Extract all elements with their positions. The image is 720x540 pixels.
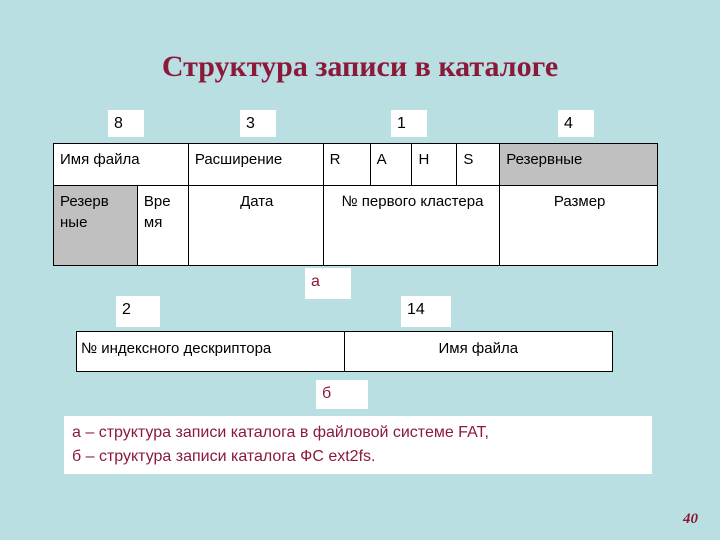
size-box-attr: 1 [391, 110, 427, 137]
field-ext2-filename: Имя файла [344, 332, 612, 372]
field-attr-r: R [323, 144, 370, 186]
size-box-name: 8 [108, 110, 144, 137]
figure-caption [64, 416, 652, 474]
size-box-inode: 2 [116, 296, 160, 327]
page-number: 40 [683, 511, 698, 527]
page-title: Структура записи в каталоге [161, 50, 559, 83]
field-filename: Имя файла [54, 144, 189, 186]
size-box-ext: 3 [240, 110, 276, 137]
caption-line-a: а – структура записи каталога в файловой системе FAT, [72, 424, 489, 441]
figure-label-b: б [316, 380, 368, 409]
field-size: Размер [500, 186, 658, 266]
figure-label-a: а [305, 268, 351, 299]
caption-line-b: б – структура записи каталога ФС ext2fs. [72, 448, 376, 465]
field-reserved-2: Резерв ные [54, 186, 138, 266]
size-box-ext2-name: 14 [401, 296, 451, 327]
field-attr-h: H [412, 144, 457, 186]
field-extension: Расширение [188, 144, 323, 186]
ext2-entry-table [76, 331, 613, 372]
size-box-reserved: 4 [558, 110, 594, 137]
field-first-cluster: № первого кластера [323, 186, 500, 266]
field-inode-number: № индексного дескриптора [77, 332, 345, 372]
fat-entry-table [53, 143, 658, 266]
field-attr-s: S [457, 144, 500, 186]
field-time: Вре мя [137, 186, 188, 266]
field-date: Дата [188, 186, 323, 266]
field-attr-a: A [370, 144, 412, 186]
field-reserved: Резервные [500, 144, 658, 186]
